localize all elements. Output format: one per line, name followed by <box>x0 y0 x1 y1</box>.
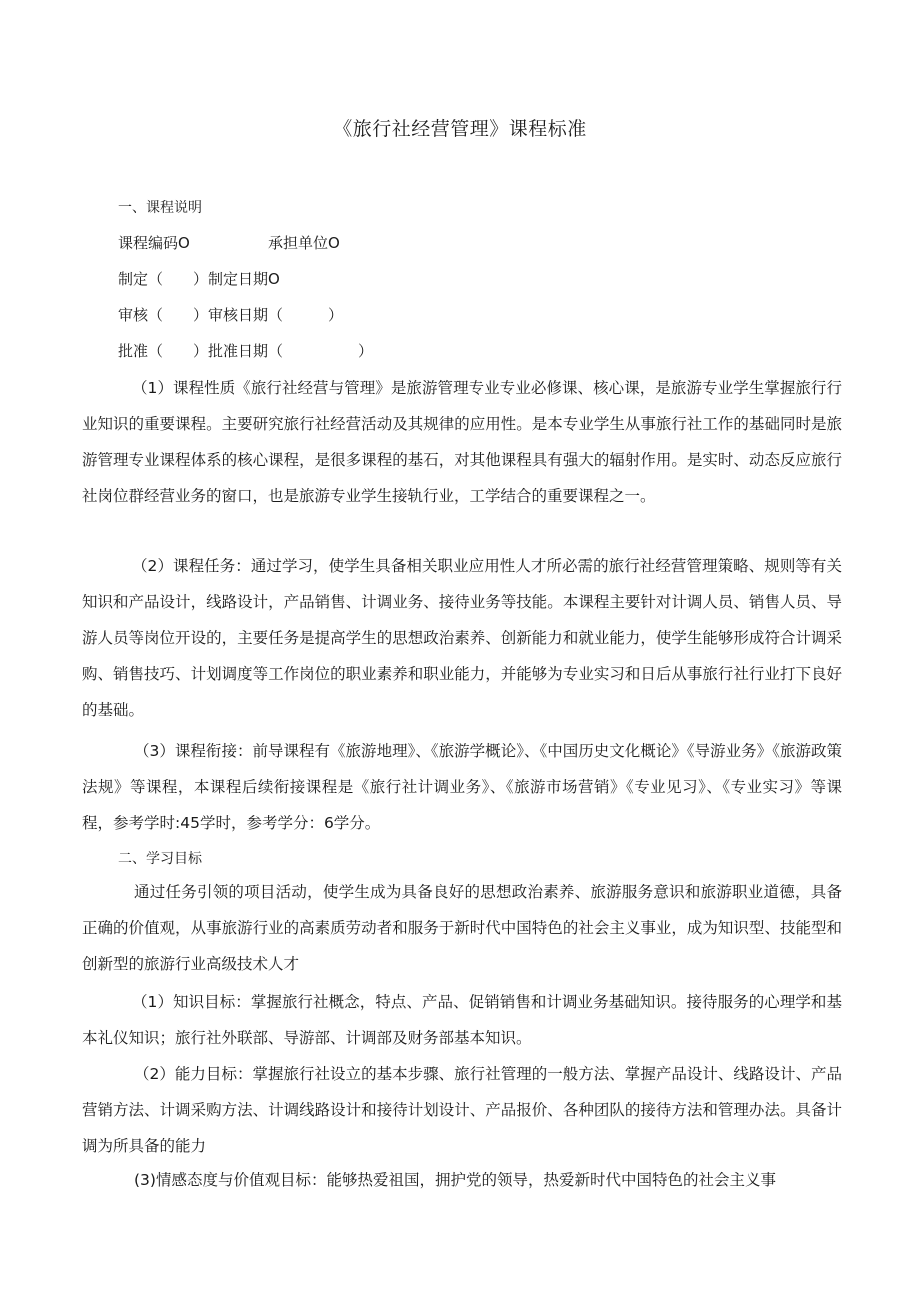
paragraph-course-connection: （3）课程衔接：前导课程有《旅游地理》、《旅游学概论》、《中国历史文化概论》《导游业务》《旅游政策法规》等课程，本课程后续衔接课程是《旅行社计调业务》、《旅游市场营销》《专业见习》、《专业实习》等课程，参考学时:45学时，参考学分：6学分。 <box>82 742 842 832</box>
formulation-line: 制定（ ）制定日期O <box>118 270 280 288</box>
page-title: 《旅行社经营管理》课程标准 <box>333 118 587 140</box>
course-code-label: 课程编码O <box>118 234 190 252</box>
section-heading-course-description: 一、课程说明 <box>118 200 202 216</box>
responsible-unit-label: 承担单位O <box>268 234 340 252</box>
review-line: 审核（ ）审核日期（ ） <box>118 306 344 324</box>
paragraph-goals-overview: 通过任务引领的项目活动，使学生成为具备良好的思想政治素养、旅游服务意识和旅游职业道德，具备正确的价值观，从事旅游行业的高素质劳动者和服务于新时代中国特色的社会主义事业，成为知识型、技能型和创新型的旅游行业高级技术人才 <box>82 883 842 973</box>
paragraph-ability-goal: （2）能力目标：掌握旅行社设立的基本步骤、旅行社管理的一般方法、掌握产品设计、线路设计、产品营销方法、计调采购方法、计调线路设计和接待计划设计、产品报价、各种团队的接待方法和管理办法。具备计调为所具备的能力 <box>82 1065 842 1155</box>
paragraph-knowledge-goal: （1）知识目标：掌握旅行社概念，特点、产品、促销销售和计调业务基础知识。接待服务的心理学和基本礼仪知识；旅行社外联部、导游部、计调部及财务部基本知识。 <box>82 993 842 1047</box>
paragraph-course-nature: （1）课程性质《旅行社经营与管理》是旅游管理专业专业必修课、核心课，是旅游专业学生掌握旅行行业知识的重要课程。主要研究旅行社经营活动及其规律的应用性。是本专业学生从事旅行社工作的基础同时是旅游管理专业课程体系的核心课程，是很多课程的基石，对其他课程具有强大的辐射作用。是实时、动态反应旅行社岗位群经营业务的窗口，也是旅游专业学生接轨行业，工学结合的重要课程之一。 <box>82 379 842 505</box>
approval-line: 批准（ ）批准日期（ ） <box>118 342 374 360</box>
paragraph-attitude-goal: (3)情感态度与价值观目标：能够热爱祖国，拥护党的领导，热爱新时代中国特色的社会主义事 <box>134 1171 776 1189</box>
paragraph-course-task: （2）课程任务：通过学习，使学生具备相关职业应用性人才所必需的旅行社经营管理策略、规则等有关知识和产品设计，线路设计，产品销售、计调业务、接待业务等技能。本课程主要针对计调人员、销售人员、导游人员等岗位开设的，主要任务是提高学生的思想政治素养、创新能力和就业能力，使学生能够形成符合计调采购、销售技巧、计划调度等工作岗位的职业素养和职业能力，并能够为专业实习和日后从事旅行社行业打下良好的基础。 <box>82 557 842 719</box>
section-heading-learning-goals: 二、学习目标 <box>118 851 202 867</box>
